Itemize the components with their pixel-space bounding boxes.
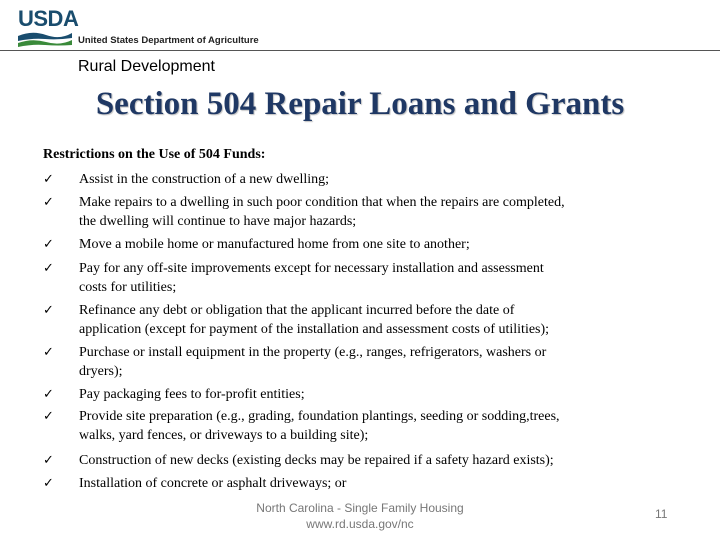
restrictions-heading: Restrictions on the Use of 504 Funds: (43, 147, 266, 162)
checkmark-icon: ✓ (43, 172, 54, 187)
item-line: application (except for payment of the installation and assessment costs of utilities); (79, 322, 550, 337)
checkmark-icon: ✓ (43, 303, 54, 318)
item-line: Purchase or install equipment in the property (e.g., ranges, refrigerators, washers or (79, 345, 547, 360)
footer (240, 500, 480, 532)
item-line: Assist in the construction of a new dwelling; (79, 172, 330, 187)
page-title: Section 504 Repair Loans and Grants (95, 86, 625, 122)
item-line: Make repairs to a dwelling in such poor condition that when the repairs are completed, (79, 195, 565, 210)
item-line: Pay packaging fees to for-profit entities; (79, 387, 305, 402)
checkmark-icon: ✓ (43, 237, 54, 252)
checkmark-icon: ✓ (43, 387, 54, 402)
checkmark-icon: ✓ (43, 409, 54, 424)
item-line: Refinance any debt or obligation that the applicant incurred before the date of (79, 303, 515, 318)
department-name: United States Department of Agriculture (78, 35, 259, 46)
item-line: Installation of concrete or asphalt driveways; or (79, 476, 347, 491)
footer-line: North Carolina - Single Family Housing (256, 501, 464, 515)
page-number: 11 (655, 507, 668, 521)
item-line: Move a mobile home or manufactured home from one site to another; (79, 237, 470, 252)
checkmark-icon: ✓ (43, 195, 54, 210)
usda-logo-wave-icon (18, 30, 72, 48)
checkmark-icon: ✓ (43, 345, 54, 360)
header-divider (0, 50, 720, 51)
usda-logo (18, 6, 259, 48)
checkmark-icon: ✓ (43, 453, 54, 468)
item-line: dryers); (79, 364, 123, 379)
item-line: Provide site preparation (e.g., grading, foundation plantings, seeding or sodding,trees, (79, 409, 560, 424)
item-line: Construction of new decks (existing decks may be repaired if a safety hazard exists); (79, 453, 554, 468)
checkmark-icon: ✓ (43, 261, 54, 276)
item-line: the dwelling will continue to have major hazards; (79, 214, 357, 229)
checkmark-icon: ✓ (43, 476, 54, 491)
item-line: walks, yard fences, or driveways to a building site); (79, 428, 369, 443)
item-line: Pay for any off-site improvements except for necessary installation and assessment (79, 261, 544, 276)
usda-logo-text: USDA (18, 6, 79, 31)
footer-url: www.rd.usda.gov/nc (306, 517, 414, 531)
item-line: costs for utilities; (79, 280, 177, 295)
agency-subtitle: Rural Development (78, 58, 215, 75)
